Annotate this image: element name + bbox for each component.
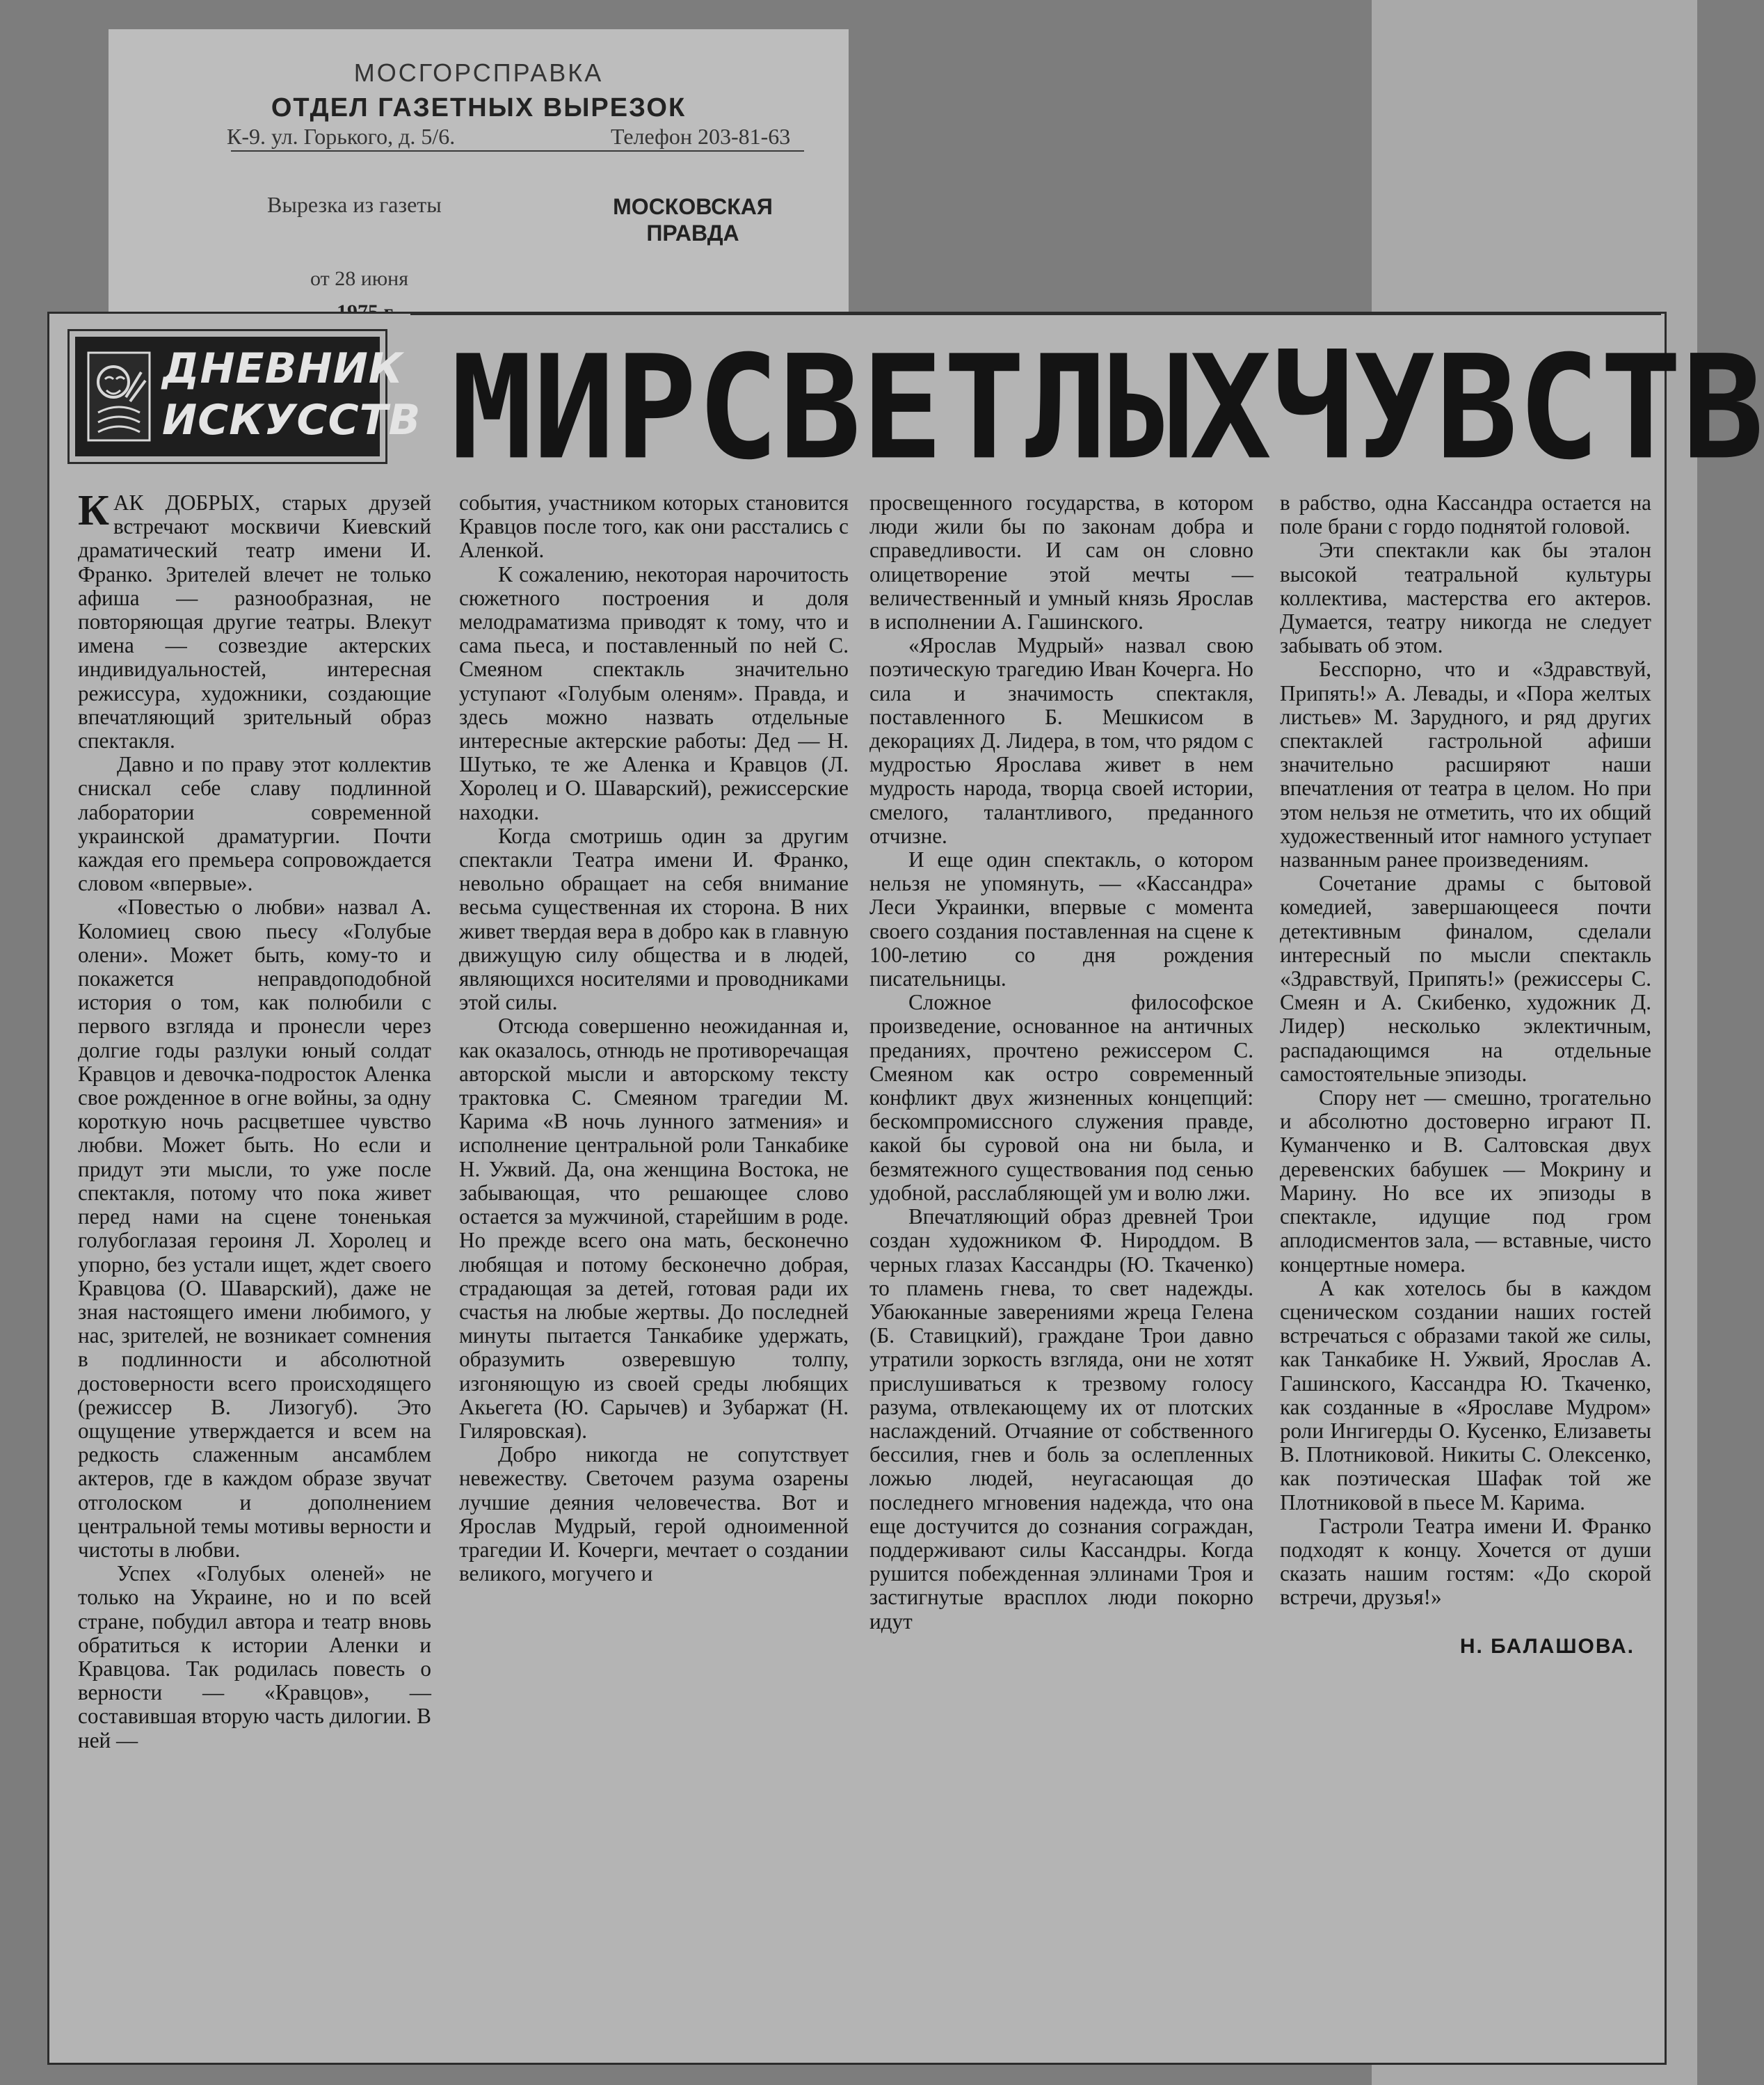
article-column-1 [78,487,431,2033]
agency-phone: Телефон 203-81-63 [611,124,791,149]
headline-word-1: МИР [451,325,698,492]
paragraph: «Повестью о любви» назвал А. Коломиец свою пьесу «Голубые олени». Может быть, кому-то и покажется неправдоподобной история о том, как полюбили с первого взгляда и пронесли через долгие годы разлуки юный солдат Кравцов и девочка-подросток Аленка свое рожденное в огне войны, за одну короткую ночь расцветшее чувство любви. Может быть. Но если и придут эти мысли, то уже после спектакля, потому что пока живет перед нами на сцене тоненькая голубоглазая героиня Л. Хоролец и упорно, без устали ищет, ждет своего Кравцова (О. Шаварский), даже не зная настоящего имени любимого, у нас, зрителей, не возникает сомнения в подлинности и абсолютной достоверности всего происходящего (режиссер В. Лизогуб). Это ощущение утверждается и всем на редкость слаженным ансамблем актеров, где в каждом образе звучат отголоском и дополнением центральной темы мотивы верности и чистоты в любви. [78,895,431,1562]
paragraph: Сложное философское произведение, основанное на античных преданиях, прочтено режиссером С. Смеяном как остро современный конфликт двух жизненных концепций: бескомпромиссного служения правде, какой бы суровой она ни была, и безмятежного существования под сенью удобной, расслабляющей ум и волю лжи. [869,990,1253,1205]
card-divider [231,150,804,152]
paragraph: события, участником которых становится Кравцов после того, как они расстались с Аленкой. [459,490,849,563]
rubric-badge [75,337,422,456]
paragraph: Бесспорно, что и «Здравствуй, Припять!» А. Левады, и «Пора желтых листьев» М. Зарудного, и ряд других спектаклей гастрольной афиши значительно расширяют наши впечатления от театра в целом. Но при этом нельзя не отметить, что их общий художественный итог намного уступает названным ранее произведениям. [1280,657,1651,872]
newspaper-name: МОСКОВСКАЯ ПРАВДА [613,194,773,246]
theatre-masks-icon [86,349,152,445]
department-name: ОТДЕЛ ГАЗЕТНЫХ ВЫРЕЗОК [271,93,687,122]
rubric-line2: ИСКУССТВ [162,396,422,445]
rubric-line1: ДНЕВНИК [162,344,403,393]
headline-word-3: ЧУВСТВ [1272,325,1764,492]
paragraph: Давно и по праву этот коллектив снискал себе славу подлинной лаборатории современной украинской драматургии. Почти каждая его премьера сопровождается словом «впервые». [78,752,431,896]
paragraph: Гастроли Театра имени И. Франко подходят к концу. Хочется от души сказать нашим гостям: «До скорой встречи, друзья!» [1280,1513,1651,1610]
paragraph: Успех «Голубых оленей» не только на Украине, но и по всей стране, побудил автора и театр вновь обратиться к истории Аленки и Кравцова. Так родилась повесть о верности — «Кравцов», — составившая вторую часть дилогии. В ней — [78,1561,431,1752]
article-column-3 [869,491,1253,2033]
agency-name: МОСГОРСПРАВКА [353,58,604,87]
paragraph: И еще один спектакль, о котором нельзя не упомянуть, — «Кассандра» Леси Украинки, впервые с момента своего создания поставленная на сцене к 100-летию со дня рождения писательницы. [869,847,1253,991]
paragraph: Впечатляющий образ древней Трои создан художником Ф. Нироддом. В черных глазах Кассандры (Ю. Ткаченко) то пламень гнева, то свет надежды. Убаюканные заверениями жреца Гелена (Б. Ставицкий), граждане Трои давно утратили зоркость взгляда, они не хотят прислушиваться к трезвому голосу разума, отвлекающему их от плотских наслаждений. Отчаяние от собственного бессилия, гнев и боль за ослепленных ложью людей, неугасающая до последнего мгновения надежда, что она еще достучится до сознания сограждан, поддерживают силы Кассандры. Когда рушится побежденная эллинами Троя и застигнутые врасплох люди покорно идут [869,1204,1253,1633]
paragraph: Сочетание драмы с бытовой комедией, завершающееся почти детективным финалом, сделали интересный по мысли спектакль «Здравствуй, Припять!» (режиссеры С. Смеян и А. Скибенко, художник Д. Лидер) несколько эклектичным, распадающимся на отдельные самостоятельные эпизоды. [1280,871,1651,1086]
paragraph [78,487,431,753]
paragraph: в рабство, одна Кассандра остается на поле брани с гордо поднятой головой. [1280,490,1651,539]
drop-cap: К [78,487,109,534]
paragraph: А как хотелось бы в каждом сценическом создании наших гостей встречаться с образами такой же силы, как Танкабике Н. Ужвий, Ярослав А. Гашинского, Кассандра Ю. Ткаченко, как созданные в «Ярославе Мудром» роли Ингигерды О. Кусенко, Елизаветы В. Плотниковой. Никиты С. Олексенко, как поэтическая Шафак той же Плотниковой в пьесе М. Карима. [1280,1275,1651,1515]
article-column-2 [459,491,849,2033]
article-column-4 [1280,491,1651,2033]
paragraph-text: АК ДОБРЫХ, старых друзей встречают москвичи Киевский драматический театр имени И. Франко. Зрителей влечет не только афиша — разнообразная, не повторяющая другие театры. Влекут имена — созвездие актерских индивидуальностей, интересная режиссура, художники, создающие впечатляющий зрительный образ спектакля. [78,490,431,753]
headline-word-2: СВЕТЛЫХ [697,325,1272,492]
paragraph: Добро никогда не сопутствует невежеству. Светочем разума озарены лучшие деяния человечества. Вот и Ярослав Мудрый, герой одноименной трагедии И. Кочерги, мечтает о создании великого, могучего и [459,1442,849,1586]
clipping-service-card [109,29,849,335]
paragraph: Отсюда совершенно неожиданная и, как оказалось, отнюдь не противоречащая авторской мысли и авторскому тексту трактовка С. Смеяном трагедии М. Карима «В ночь лунного затмения» и исполнение центральной роли Танкабике Н. Ужвий. Да, она женщина Востока, не забывающая, что решающее слово остается за мужчиной, старейшим в роде. Но прежде всего она мать, бесконечно любящая и потому бесконечно добрая, страдающая за детей, готовая ради их счастья на любые жертвы. До последней минуты пытается Танкабике удержать, образумить озверевшую толпу, изгоняющую из своей среды любящих Акьегета (Ю. Сарычев) и Зубаржат (Н. Гиляровская). [459,1014,849,1443]
paragraph: Когда смотришь один за другим спектакли Театра имени И. Франко, невольно обращает на себя внимание весьма существенная их сторона. В них живет твердая вера в добро как в главную движущую силу общества и в людей, являющихся носителями и проводниками этой силы. [459,823,849,1015]
clip-label: Вырезка из газеты [267,192,442,217]
article-author: Н. БАЛАШОВА. [1459,1634,1635,1658]
paragraph: «Ярослав Мудрый» назвал свою поэтическую трагедию Иван Кочерга. Но сила и значимость спектакля, поставленного Б. Мешкисом в декорациях Д. Лидера, в том, что рядом с мудростью Ярослава живет в нем мудрость народа, творца своей истории, смелого, талантливого, преданного отчизне. [869,633,1253,848]
paragraph: Спору нет — смешно, трогательно и абсолютно достоверно играют П. Куманченко и В. Салтовская двух деревенских бабушек — Мокрину и Марину. Но все их эпизоды в спектакле, идущие под гром аплодисментов зала, — вставные, чисто концертные номера. [1280,1085,1651,1277]
paragraph: просвещенного государства, в котором люди жили бы по законам добра и справедливости. И сам он словно олицетворение этой мечты — величественный и умный князь Ярослав в исполнении А. Гашинского. [869,490,1253,634]
clipping-top-rule [410,313,1661,315]
article-headline [451,325,1764,492]
paragraph: Эти спектакли как бы эталон высокой театральной культуры коллектива, мастерства его актеров. Думается, театру никогда не следует забывать об этом. [1280,538,1651,658]
clip-date: от 28 июня [310,267,409,290]
paragraph: К сожалению, некоторая нарочитость сюжетного построения и доля мелодраматизма приводят к тому, что и сама пьеса, и поставленный по ней С. Смеяном спектакль значительно уступают «Голубым оленям». Правда, и здесь можно назвать отдельные интересные актерские работы: Дед — Н. Шутько, те же Аленка и Кравцов (Л. Хоролец и О. Шаварский), режиссерские находки. [459,561,849,824]
agency-address: К-9. ул. Горького, д. 5/6. [227,124,456,149]
